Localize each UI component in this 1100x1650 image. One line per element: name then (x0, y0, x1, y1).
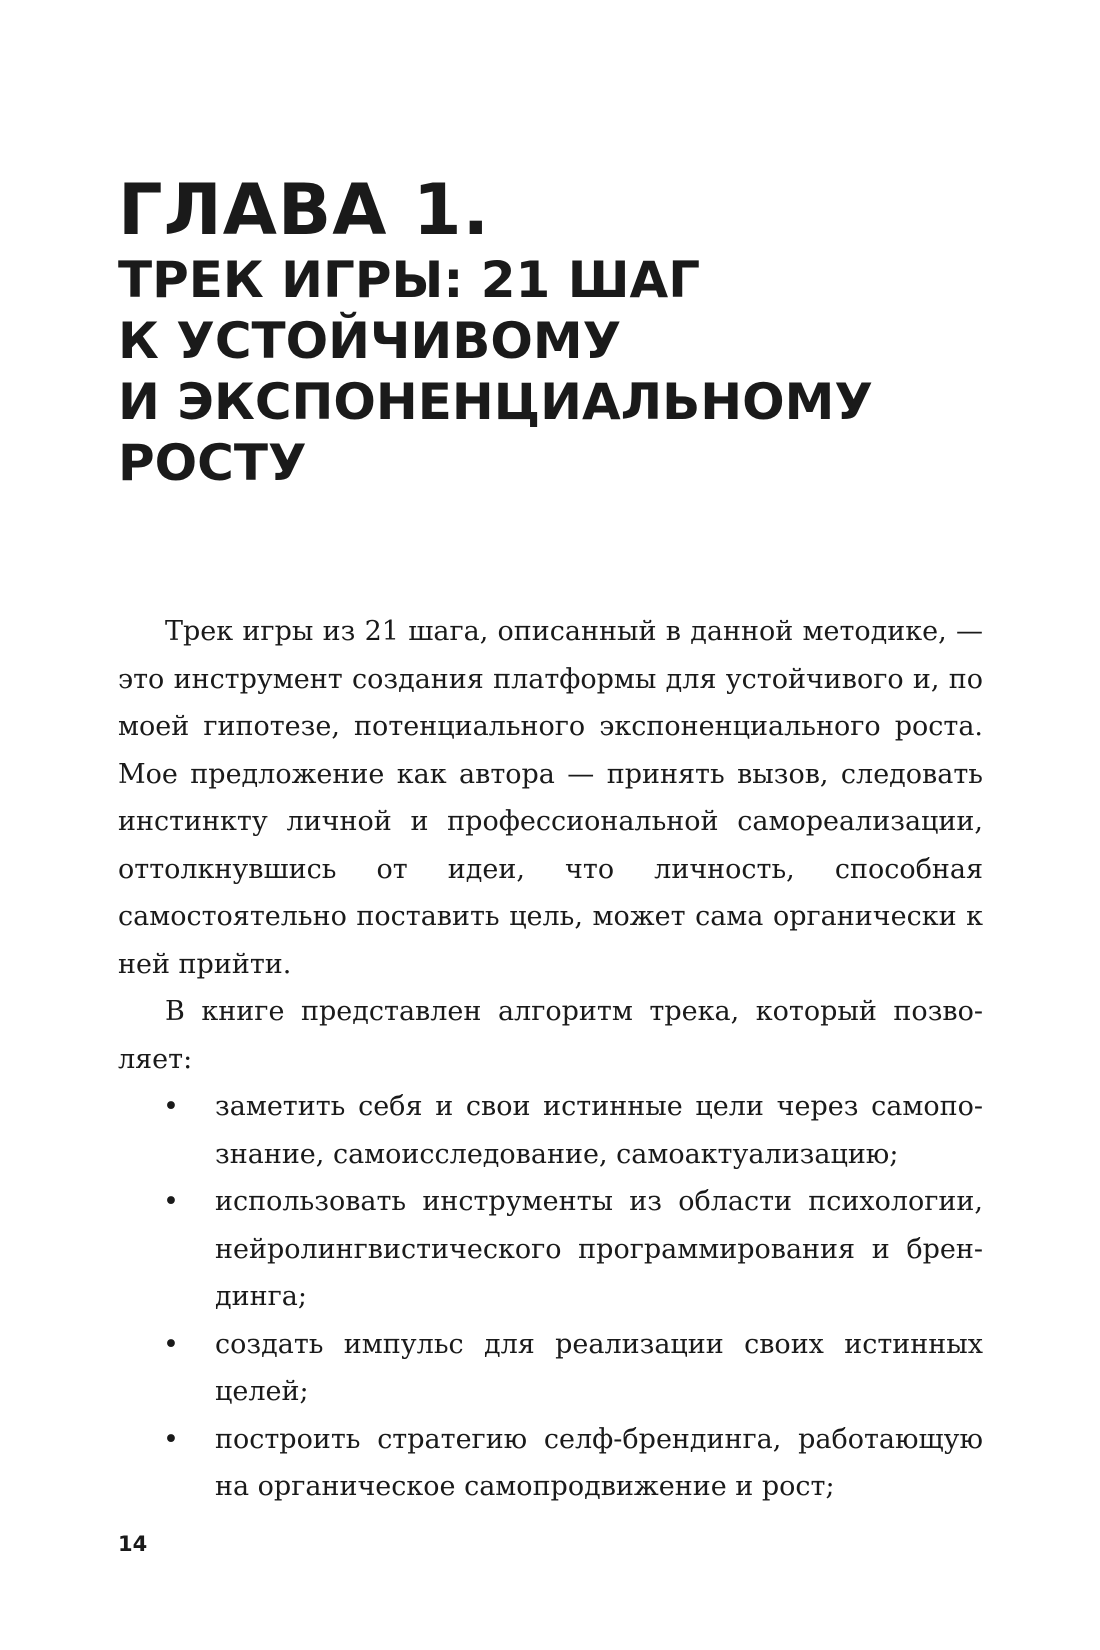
chapter-heading (118, 170, 1018, 494)
bullet-icon: • (163, 1328, 179, 1360)
list-item (118, 1178, 983, 1321)
paragraph-algorithm: В книге представлен алгоритм трека, который позволяет: (118, 996, 983, 1075)
body-text (118, 608, 983, 1511)
list-item (118, 1416, 983, 1511)
chapter-title-line-2: К УСТОЙЧИВОМУ (118, 312, 622, 370)
list-item-text: заметить себя и свои истинные цели через самопознание, самоисследование, самоактуализацию; (215, 1091, 983, 1170)
bullet-icon: • (163, 1186, 179, 1217)
list-item-text: построить стратегию селф-брендинга, работающую на органическое самопродвижение и рост; (215, 1423, 983, 1502)
list-item (118, 1083, 983, 1178)
bullet-icon: • (163, 1423, 179, 1455)
page-number: 14 (118, 1532, 148, 1556)
list-item-text: использовать инструменты из области психологии, нейролингвистического программирования и брендинга; (215, 1186, 983, 1312)
chapter-title-line-4: РОСТУ (118, 434, 307, 492)
bullet-list (118, 1083, 983, 1511)
chapter-number: ГЛАВА 1. (118, 169, 491, 251)
list-item-text: создать импульс для реализации своих истинных целей; (215, 1328, 983, 1407)
chapter-title-line-1: ТРЕК ИГРЫ: 21 ШАГ (118, 251, 701, 309)
paragraph-intro: Трек игры из 21 шага, описанный в данной методике, — это инструмент создания платформы для устойчивого и, по моей гипотезе, потенциального экспоненциального роста. Мое предложение как автора — принять вызов, следовать инстинкту личной и профессиональной самореализации, оттолкнувшись от идеи, что личность, способная самостоятельно поставить цель, может сама органически к ней прийти. (118, 616, 983, 980)
bullet-icon: • (163, 1091, 179, 1122)
list-item (118, 1321, 983, 1416)
chapter-title-line-3: И ЭКСПОНЕНЦИАЛЬНОМУ (118, 373, 873, 431)
